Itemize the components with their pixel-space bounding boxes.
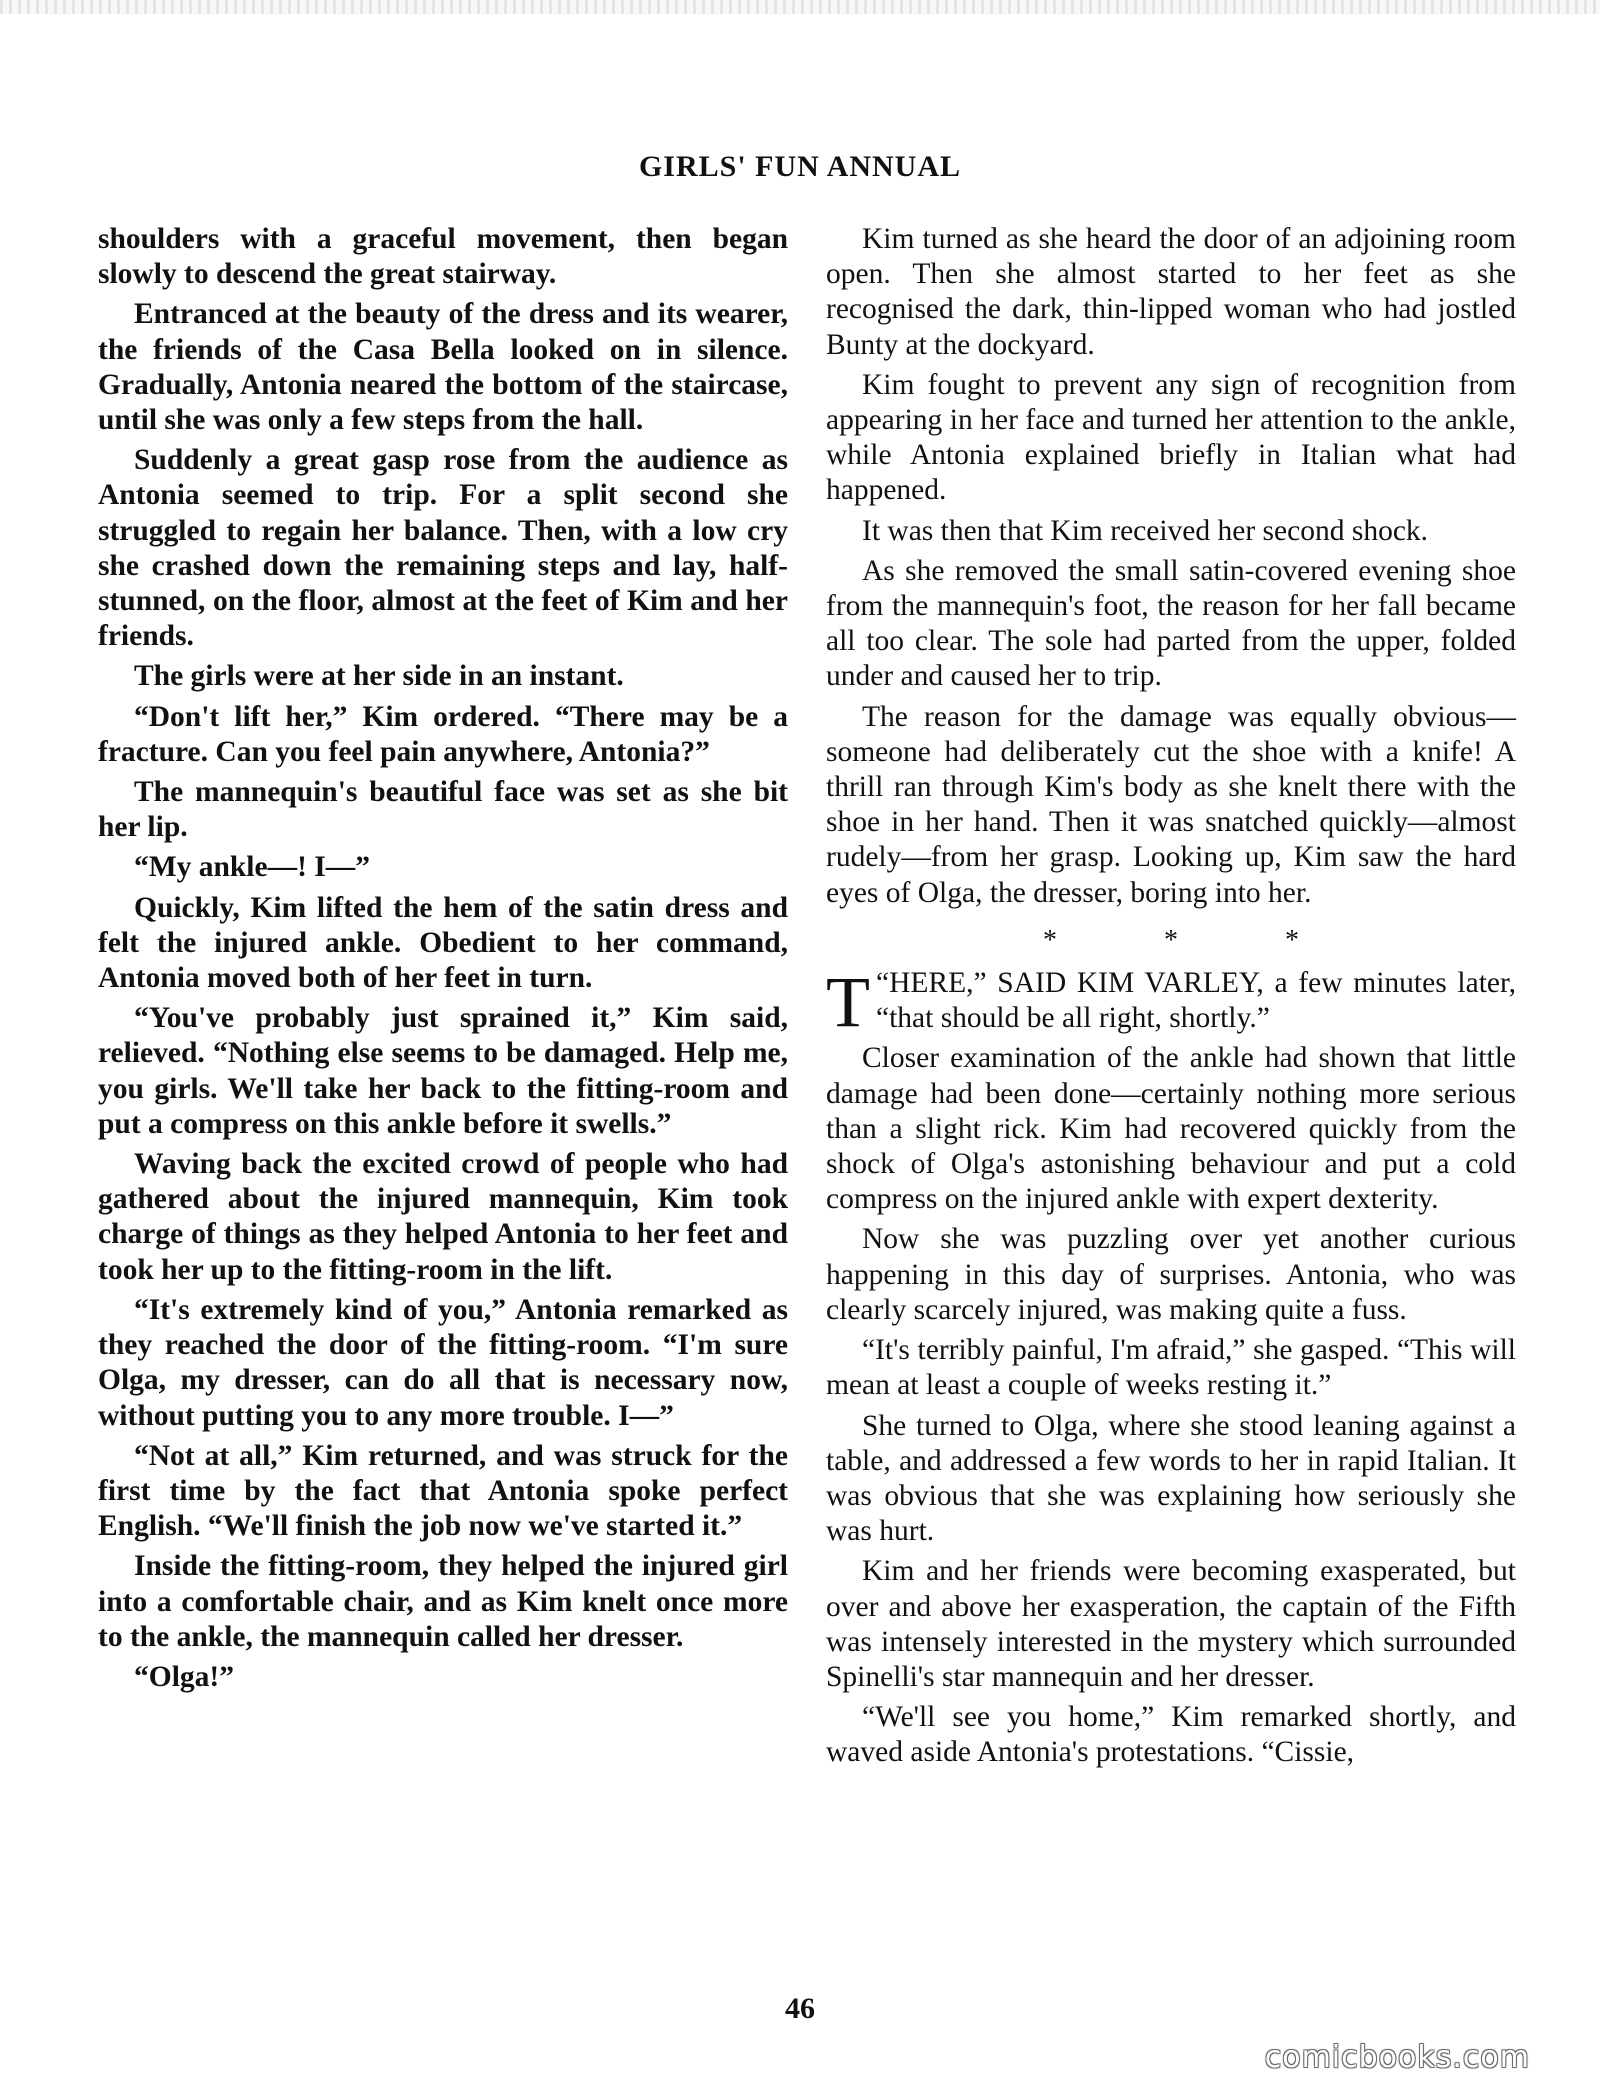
paragraph: Kim turned as she heard the door of an adjoining room open. Then she almost started to her feet as she recognised the dark, thin-lipped woman who had jostled Bunty at the dockyard. (826, 223, 1516, 361)
paragraph: Now she was puzzling over yet another curious happening in this day of surprises. Antonia, who was clearly scarcely injured, was making quite a fuss. (826, 1223, 1516, 1326)
drop-cap: T (826, 962, 870, 1043)
paragraph: As she removed the small satin-covered evening shoe from the mannequin's foot, the reason for her fall became all too clear. The sole had parted from the upper, folded under and caused her to trip. (826, 554, 1516, 693)
scan-edge-artifact (0, 0, 1600, 14)
paragraph: The mannequin's beautiful face was set as she bit her lip. (98, 776, 788, 844)
paragraph: shoulders with a graceful movement, then began slowly to descend the great stairway. (98, 223, 788, 291)
paragraph: Waving back the excited crowd of people who had gathered about the injured mannequin, Kim took charge of things as they helped Antonia to her feet and took her up to the fitting-room in the lift. (98, 1148, 788, 1286)
paragraph: “You've probably just sprained it,” Kim said, relieved. “Nothing else seems to be damaged. Help me, you girls. We'll take her back to the fitting-room and put a compress on this ankle before it swells.” (98, 1002, 788, 1140)
paragraph: Entranced at the beauty of the dress and its wearer, the friends of the Casa Bella looked on in silence. Gradually, Antonia neared the bottom of the staircase, until she was only a few steps from the hall. (98, 298, 788, 437)
small-caps-lead: HERE,” SAID KIM VARLEY, (889, 967, 1264, 1000)
paragraph: “It's terribly painful, I'm afraid,” she gasped. “This will mean at least a couple of weeks resting it.” (826, 1334, 1516, 1402)
left-column (98, 222, 788, 1700)
running-title: GIRLS' FUN ANNUAL (638, 150, 962, 183)
paragraph: “It's extremely kind of you,” Antonia remarked as they reached the door of the fitting-room. “I'm sure Olga, my dresser, can do all that is necessary now, without putting you to any more trouble. I—” (98, 1293, 788, 1432)
paragraph: The girls were at her side in an instant. (134, 660, 624, 693)
right-column (826, 222, 1516, 1776)
opening-quote: “ (875, 967, 890, 1000)
paragraph: It was then that Kim received her second shock. (862, 514, 1429, 547)
paragraph: Kim fought to prevent any sign of recognition from appearing in her face and turned her attention to the ankle, while Antonia explained briefly in Italian what had happened. (826, 368, 1516, 507)
paragraph: Kim and her friends were becoming exasperated, but over and above her exasperation, the captain of the Fifth was intensely interested in the mystery which surrounded Spinelli's star mannequin and her dresser. (826, 1555, 1516, 1693)
paragraph: Suddenly a great gasp rose from the audience as Antonia seemed to trip. For a split second she struggled to regain her balance. Then, with a low cry she crashed down the remaining steps and lay, half-stunned, on the floor, almost at the feet of Kim and her friends. (98, 444, 788, 653)
paragraph: “We'll see you home,” Kim remarked shortly, and waved aside Antonia's protestations. “Cissie, (826, 1701, 1516, 1769)
paragraph: “Olga!” (134, 1660, 234, 1693)
paragraph: “Not at all,” Kim returned, and was struck for the first time by the fact that Antonia spoke perfect English. “We'll finish the job now we've started it.” (98, 1439, 788, 1543)
paragraph: Inside the fitting-room, they helped the injured girl into a comfortable chair, and as Kim knelt once more to the ankle, the mannequin called her dresser. (98, 1550, 788, 1653)
page-number: 46 (785, 1992, 815, 2025)
paragraph: Quickly, Kim lifted the hem of the satin dress and felt the injured ankle. Obedient to her command, Antonia moved both of her feet in turn. (98, 891, 788, 995)
section-opening-paragraph (826, 962, 1516, 1043)
paragraph: Closer examination of the ankle had shown that little damage had been done—certainly nothing more serious than a slight rick. Kim had recovered quickly from the shock of Olga's astonishing behaviour and put a cold compress on the injured ankle with expert dexterity. (826, 1042, 1516, 1216)
paragraph: She turned to Olga, where she stood leaning against a table, and addressed a few words to her in rapid Italian. It was obvious that she was explaining how seriously she was hurt. (826, 1409, 1516, 1548)
watermark: comicbooks.com (1264, 2040, 1530, 2075)
opening-text: a few minutes later, “that should be all right, shortly.” (875, 967, 1516, 1035)
section-break: * * * (1043, 924, 1299, 956)
paragraph: The reason for the damage was equally obvious—someone had deliberately cut the shoe with a knife! A thrill ran through Kim's body as she knelt there with the shoe in her hand. Then it was snatched quickly—almost rudely—from her grasp. Looking up, Kim saw the hard eyes of Olga, the dresser, boring into her. (826, 700, 1516, 909)
paragraph: “Don't lift her,” Kim ordered. “There may be a fracture. Can you feel pain anywhere, Antonia?” (98, 700, 788, 768)
paragraph: “My ankle—! I—” (134, 851, 370, 884)
